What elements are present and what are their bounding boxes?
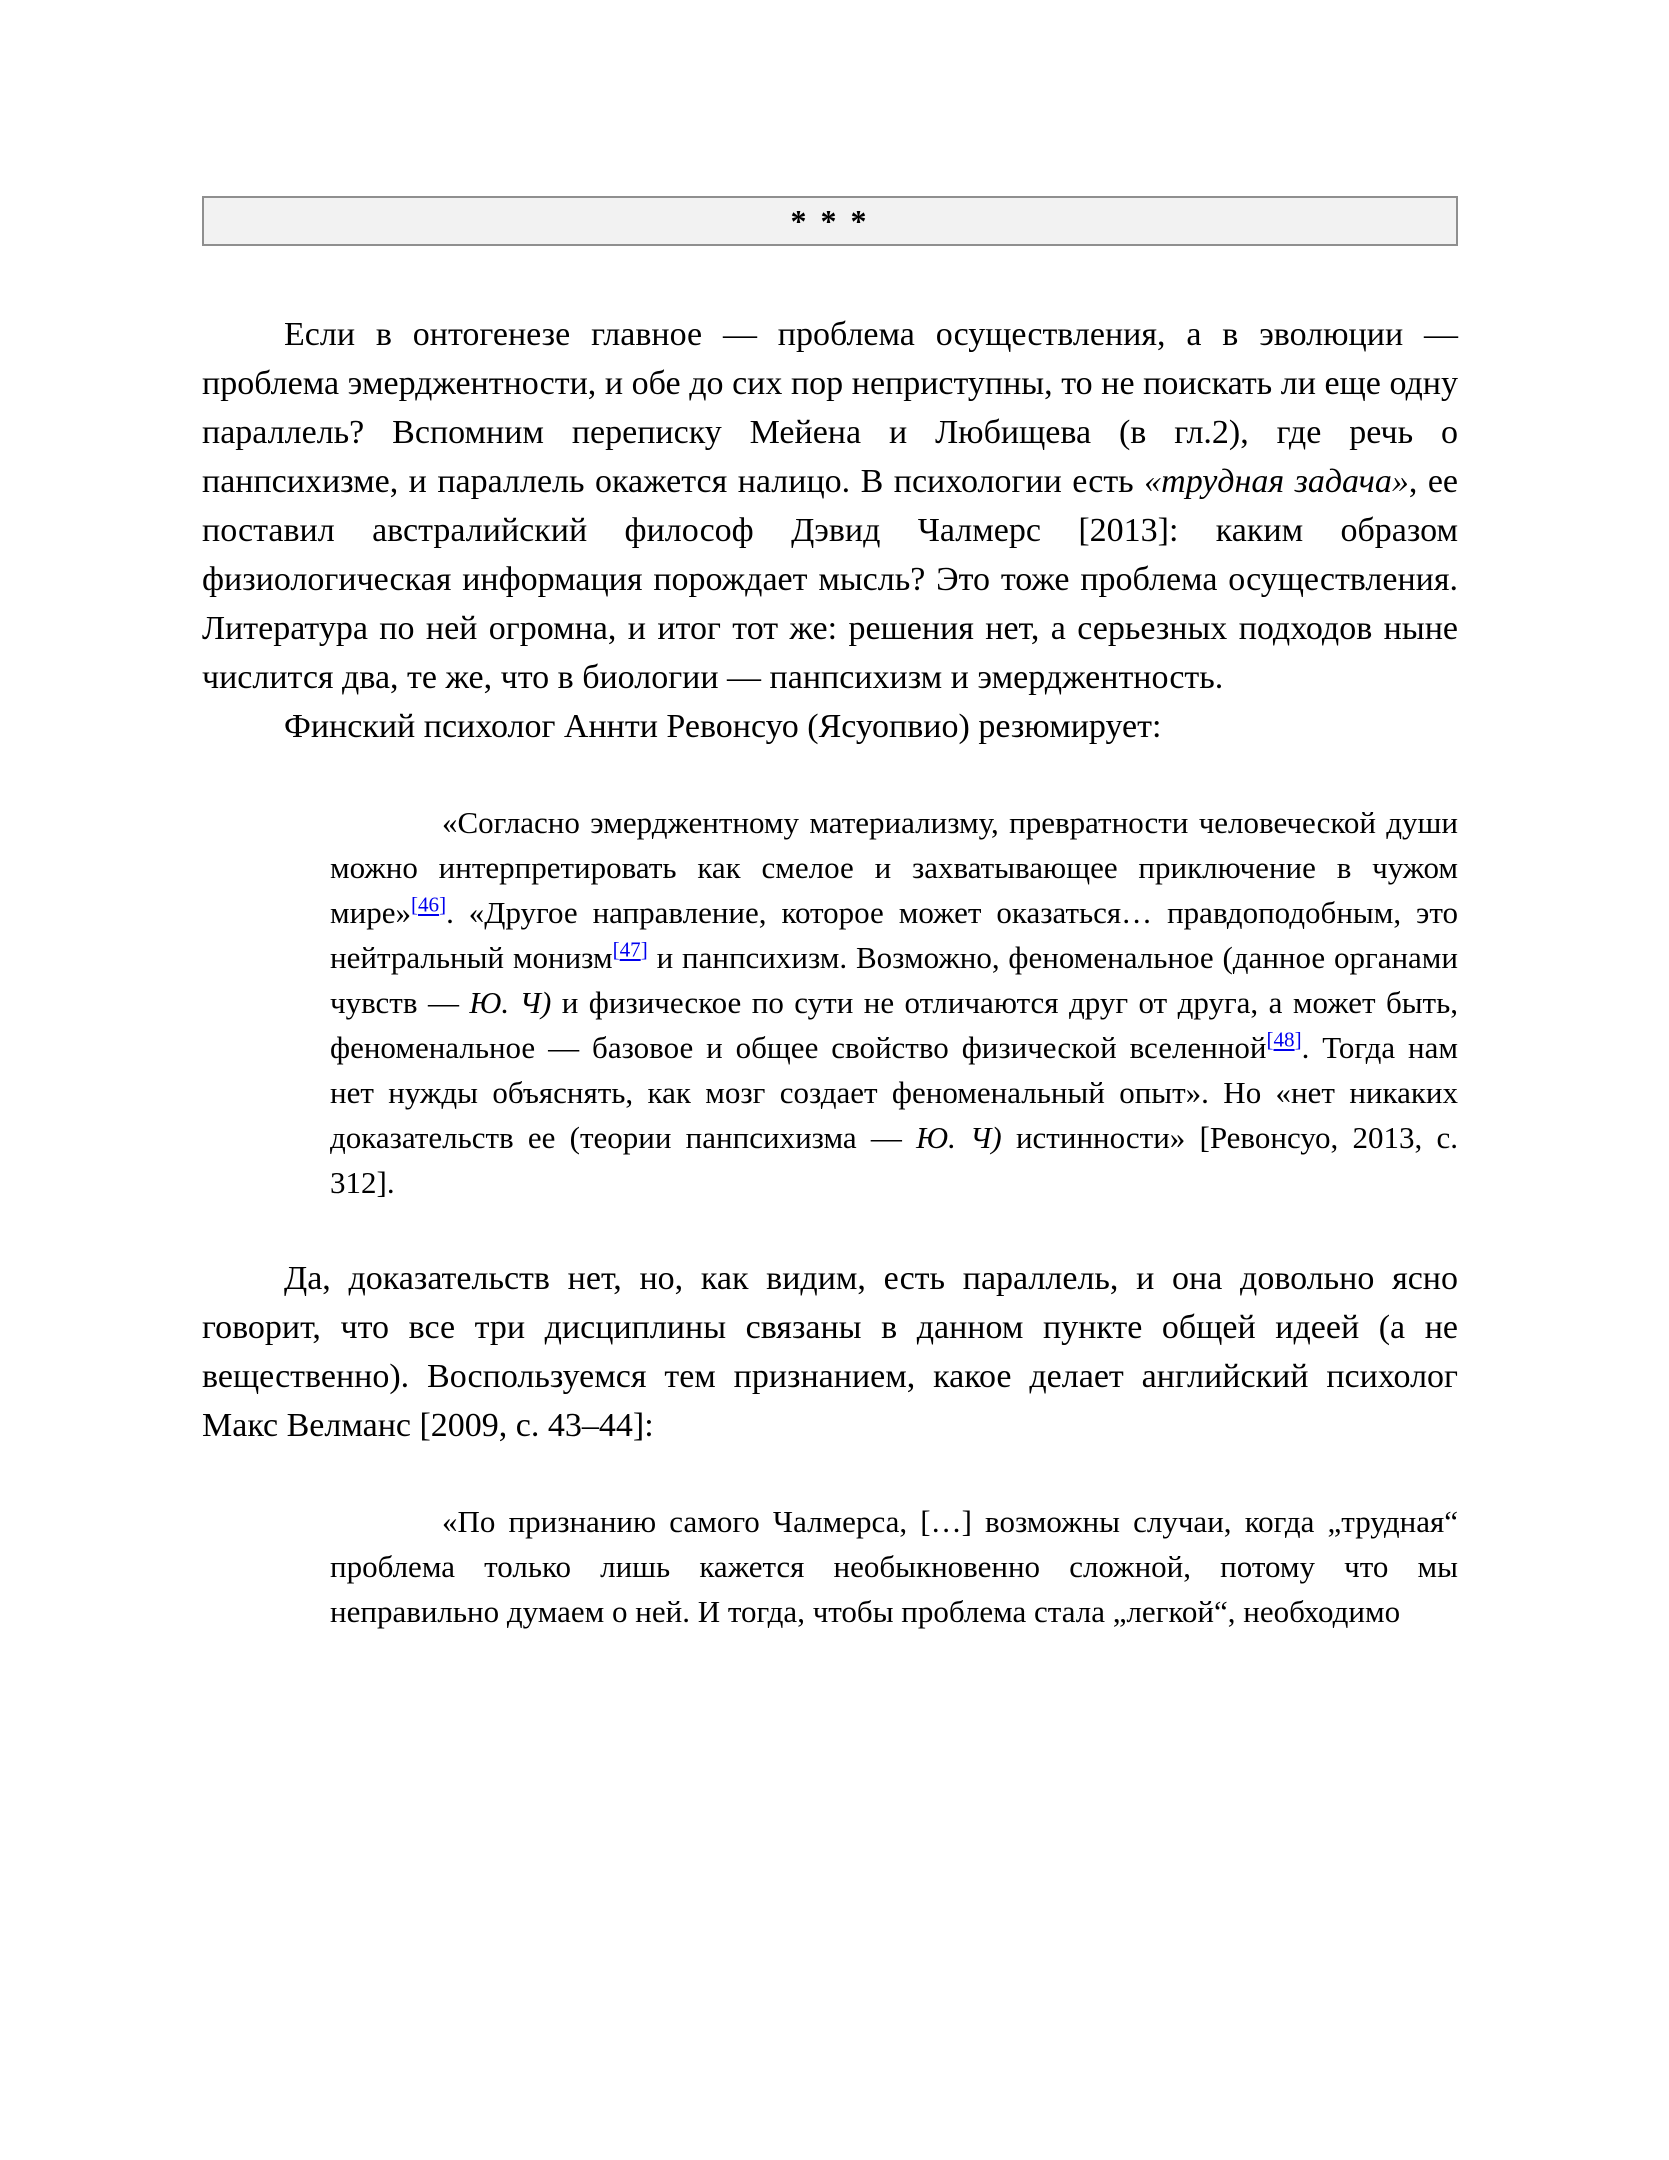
footnote-ref (613, 938, 648, 962)
footnote-bracket: [ (410, 892, 418, 917)
footnote-ref (411, 893, 446, 917)
footnote-bracket: [ (612, 937, 620, 962)
body-paragraph: Финский психолог Аннти Ревонсуо (Ясуопвио) резюмирует: (284, 708, 1162, 745)
body-paragraph: Да, доказательств нет, но, как видим, есть параллель, и она довольно ясно говорит, что все три дисциплины связаны в данном пункте общей идеей (а не вещественно). Воспользуемся тем признанием, какое делает английский психолог Макс Велманс [2009, с. 43–44]: (202, 1260, 1458, 1444)
footnote-bracket: ] (1294, 1027, 1302, 1052)
page-content (202, 196, 1458, 1683)
section-separator: * * * (202, 196, 1458, 246)
quote-paragraph: «Согласно эмерджентному материализму, превратности человеческой души можно интерпретировать как смелое и захватывающее приключение в чужом мире»[46]. «Другое направление, которое может оказаться… правдоподобным, это нейтральный монизм[47] и панпсихизм. Возможно, феноменальное (данное органами чувств — Ю. Ч) и физическое по сути не отличаются друг от друга, а может быть, феноменальное — базовое и общее свойство физической вселенной[48]. Тогда нам нет нужды объяснять, как мозг создает феноменальный опыт». Но «нет никаких доказательств ее (теории панпсихизма — Ю. Ч) истинности» [Ревонсуо, 2013, с. 312]. (330, 805, 1459, 1200)
footnote-link[interactable]: 48 (1273, 1027, 1295, 1052)
footnote-link[interactable]: 46 (418, 892, 440, 917)
body-paragraph: Если в онтогенезе главное — проблема осуществления, а в эволюции — проблема эмерджентности, и обе до сих пор неприступны, то не поискать ли еще одну параллель? Вспомним переписку Мейена и Любищева (в гл.2), где речь о панпсихизме, и параллель окажется налицо. В психологии есть «трудная задача», ее поставил австралийский философ Дэвид Чалмерс [2013]: каким образом физиологическая информация порождает мысль? Это тоже проблема осуществления. Литература по ней огромна, и итог тот же: решения нет, а серьезных подходов ныне числится два, те же, что в биологии — панпсихизм и эмерджентность. (202, 316, 1458, 696)
footnote-bracket: ] (439, 892, 447, 917)
italic-text: Ю. Ч) (469, 985, 552, 1020)
italic-text: «трудная задача» (1144, 463, 1409, 500)
footnote-ref (1266, 1028, 1301, 1052)
quote-paragraph: «По признанию самого Чалмерса, […] возможны случаи, когда „трудная“ проблема только лишь кажется необыкновенно сложной, потому что мы неправильно думаем о ней. И тогда, чтобы проблема стала „легкой“, необходимо (330, 1504, 1458, 1629)
italic-text: Ю. Ч) (916, 1120, 1002, 1155)
footnote-bracket: [ (1266, 1027, 1274, 1052)
footnote-bracket: ] (640, 937, 648, 962)
footnote-link[interactable]: 47 (619, 937, 641, 962)
